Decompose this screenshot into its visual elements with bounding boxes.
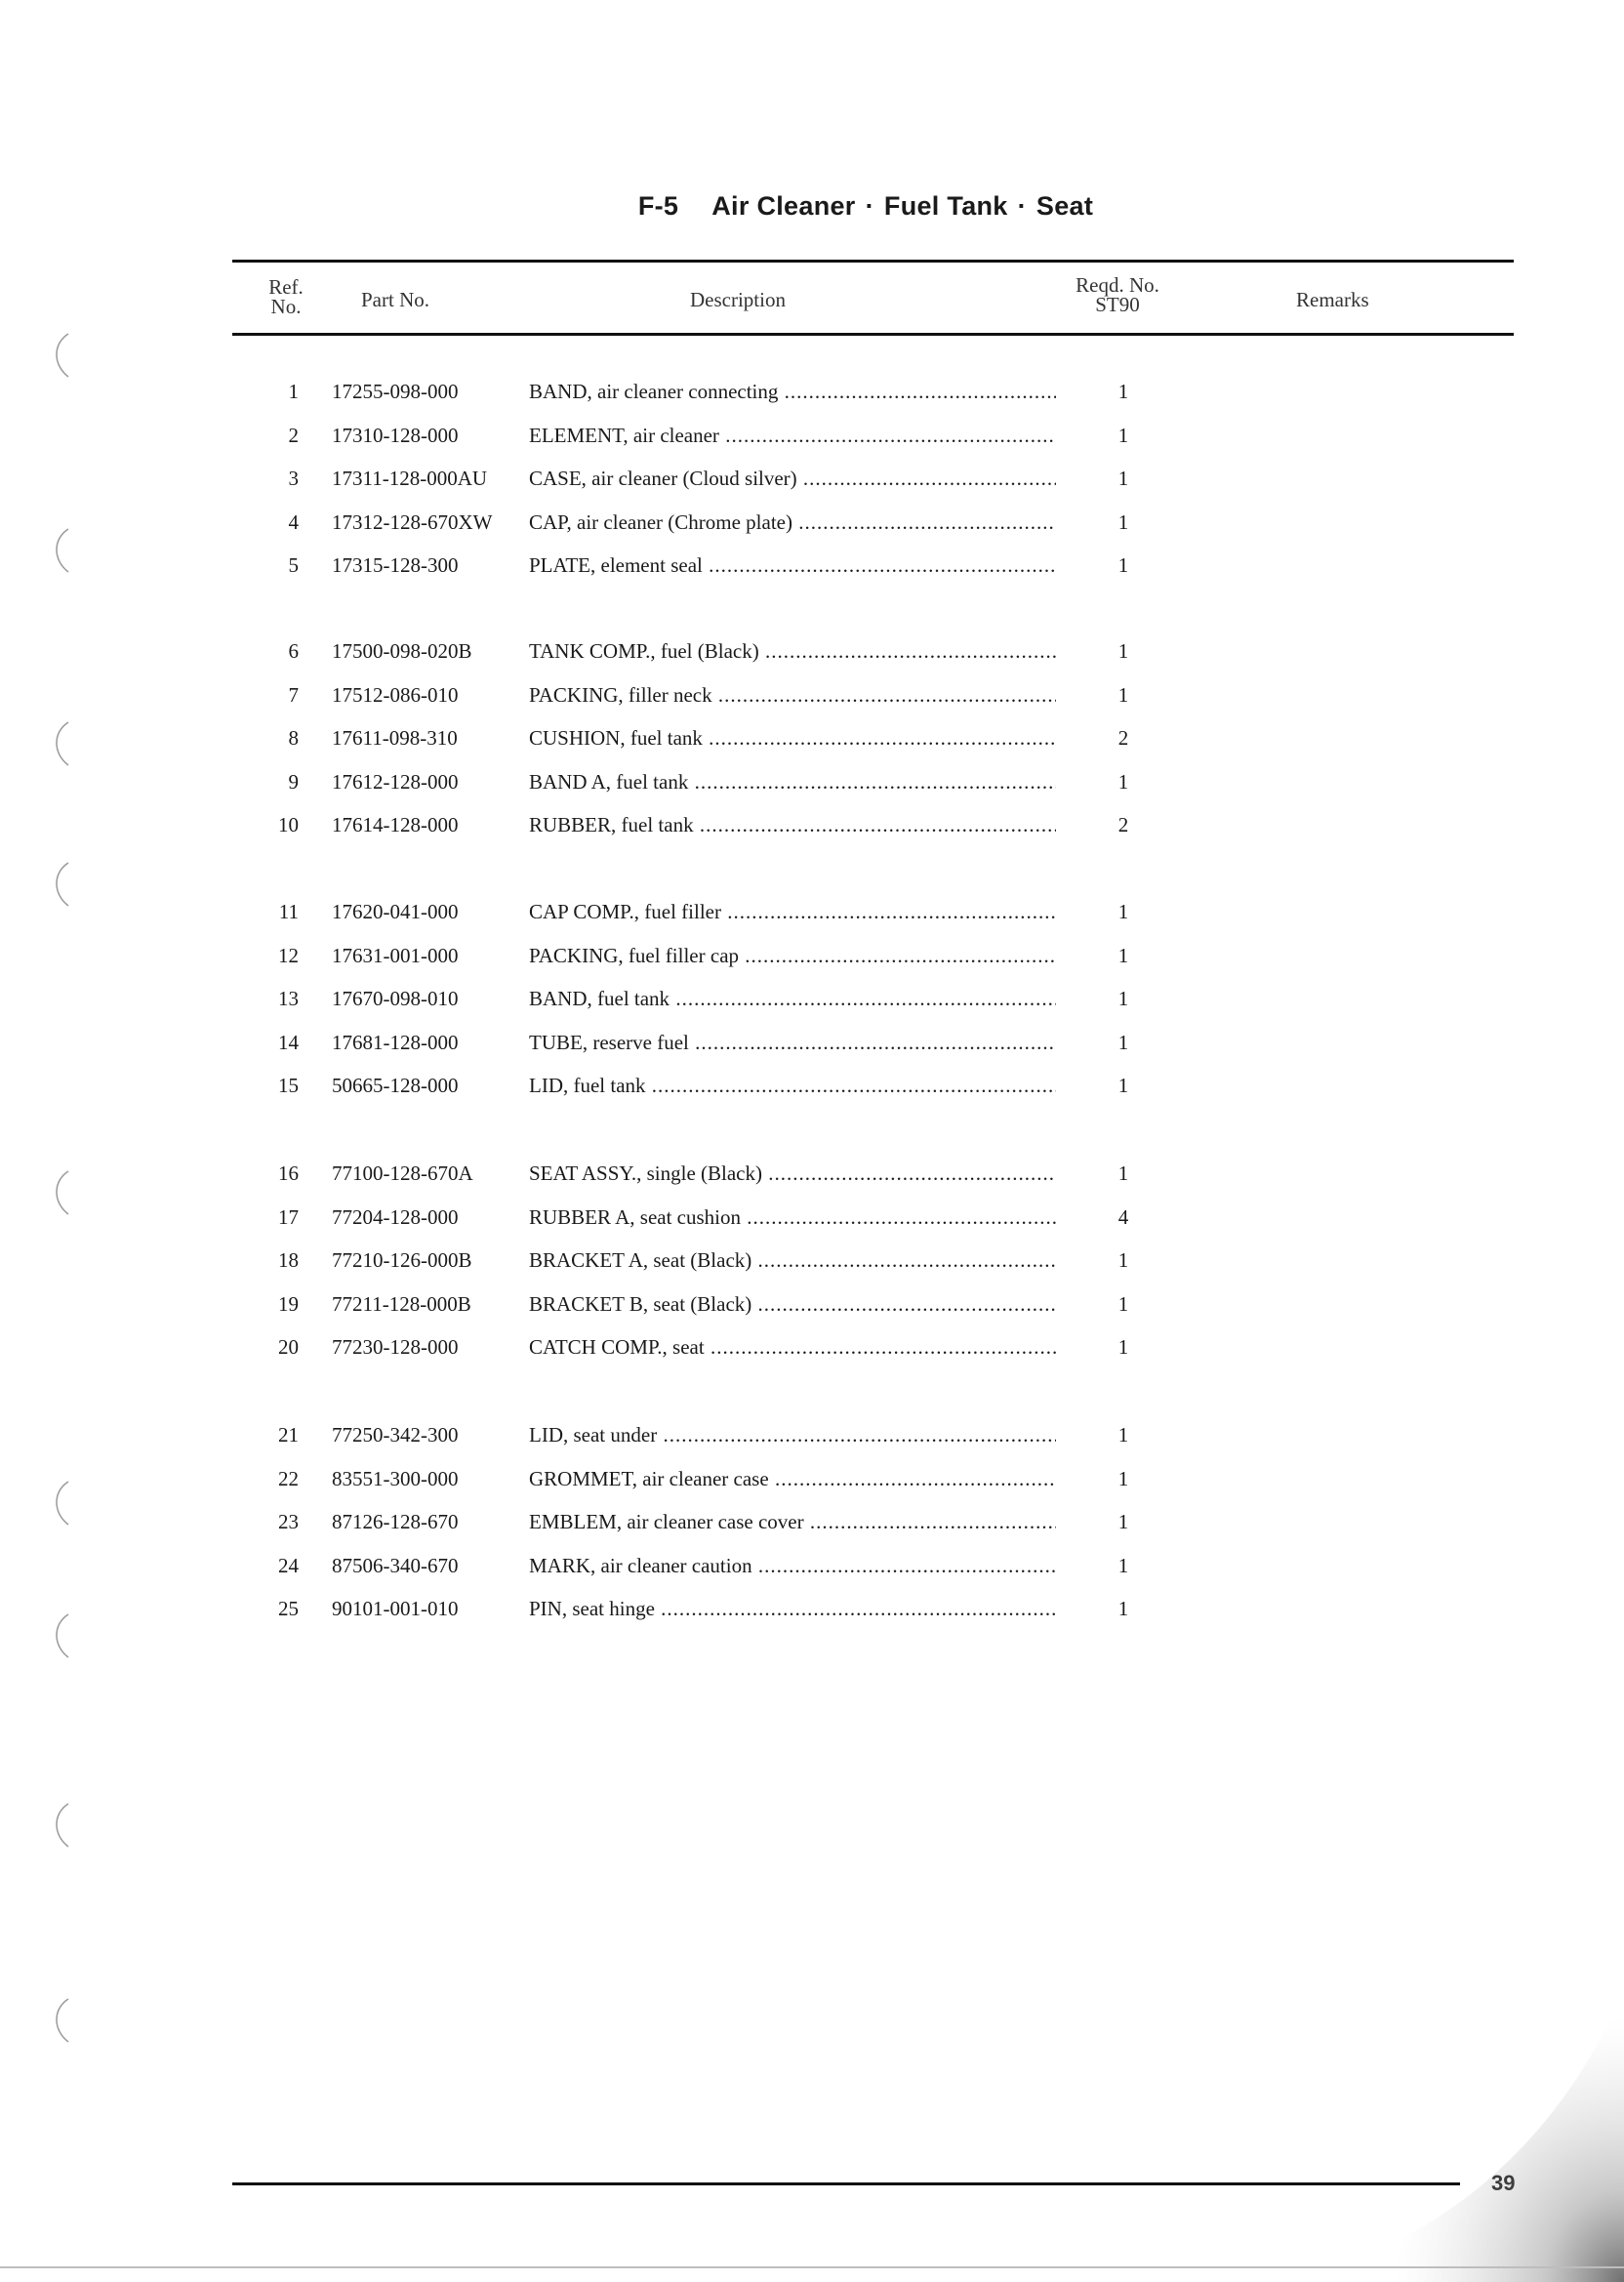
required-quantity: 1 (1117, 467, 1129, 490)
required-quantity: 1 (1117, 1423, 1129, 1447)
required-quantity: 2 (1117, 726, 1129, 750)
part-number: 17631-001-000 (332, 944, 459, 967)
table-row (0, 1335, 1624, 1365)
part-description: BRACKET A, seat (Black) ..... (529, 1248, 1056, 1273)
ref-number: 12 (278, 944, 299, 967)
ref-number: 2 (288, 424, 299, 447)
ref-number: 24 (278, 1554, 299, 1577)
required-quantity: 1 (1117, 1292, 1129, 1316)
table-row (0, 1031, 1624, 1060)
header-ref-line2: No. (270, 295, 302, 318)
ref-number: 19 (278, 1292, 299, 1316)
part-description: PACKING, fuel filler cap ..... (529, 944, 1056, 968)
table-row (0, 770, 1624, 799)
table-row (0, 1074, 1624, 1103)
required-quantity: 1 (1117, 510, 1129, 534)
part-number: 77210-126-000B (332, 1248, 472, 1272)
required-quantity: 1 (1117, 987, 1129, 1010)
part-number: 83551-300-000 (332, 1467, 459, 1490)
part-description: BAND, air cleaner connecting ..... (529, 380, 1056, 404)
part-number: 17312-128-670XW (332, 510, 493, 534)
header-ref-no (262, 277, 310, 316)
part-number: 17310-128-000 (332, 424, 459, 447)
part-number: 77230-128-000 (332, 1335, 459, 1359)
table-row (0, 1292, 1624, 1322)
table-row (0, 1248, 1624, 1278)
part-description: ELEMENT, air cleaner ..... (529, 424, 1056, 448)
header-description: Description (690, 288, 786, 311)
ref-number: 4 (288, 510, 299, 534)
ref-number: 16 (278, 1161, 299, 1185)
table-row (0, 1510, 1624, 1539)
header-reqd-no (1059, 275, 1176, 314)
part-description: EMBLEM, air cleaner case cover ..... (529, 1510, 1056, 1534)
part-number: 77250-342-300 (332, 1423, 459, 1447)
part-number: 77211-128-000B (332, 1292, 471, 1316)
part-description: RUBBER, fuel tank ..... (529, 813, 1056, 837)
part-number: 87506-340-670 (332, 1554, 459, 1577)
ref-number: 22 (278, 1467, 299, 1490)
ref-number: 6 (288, 639, 299, 663)
page-bottom-edge (0, 2266, 1624, 2268)
required-quantity: 1 (1117, 900, 1129, 923)
table-row (0, 683, 1624, 713)
part-description: LID, seat under ..... (529, 1423, 1056, 1447)
part-number: 17315-128-300 (332, 553, 459, 577)
required-quantity: 1 (1117, 1554, 1129, 1577)
part-description: CATCH COMP., seat ..... (529, 1335, 1056, 1360)
part-number: 77204-128-000 (332, 1205, 459, 1229)
part-number: 50665-128-000 (332, 1074, 459, 1097)
part-description: BAND A, fuel tank ..... (529, 770, 1056, 795)
header-remarks: Remarks (1296, 288, 1369, 311)
required-quantity: 1 (1117, 1074, 1129, 1097)
table-row (0, 380, 1624, 409)
part-number: 17612-128-000 (332, 770, 459, 794)
required-quantity: 2 (1117, 813, 1129, 836)
table-row (0, 1161, 1624, 1191)
part-description: CUSHION, fuel tank ..... (529, 726, 1056, 751)
table-row (0, 424, 1624, 453)
required-quantity: 1 (1117, 424, 1129, 447)
part-description: TUBE, reserve fuel ..... (529, 1031, 1056, 1055)
title-part: Air Cleaner (711, 191, 856, 221)
ref-number: 10 (278, 813, 299, 836)
ref-number: 1 (288, 380, 299, 403)
table-row (0, 726, 1624, 755)
required-quantity: 1 (1117, 683, 1129, 707)
header-part-no: Part No. (361, 288, 429, 311)
required-quantity: 1 (1117, 944, 1129, 967)
part-description: PACKING, filler neck ..... (529, 683, 1056, 708)
part-description: BRACKET B, seat (Black) ..... (529, 1292, 1056, 1317)
part-description: BAND, fuel tank ..... (529, 987, 1056, 1011)
section-code: F-5 (637, 191, 679, 221)
required-quantity: 1 (1117, 553, 1129, 577)
binder-hole-mark (47, 1997, 80, 2044)
scan-shadow (1370, 1872, 1624, 2282)
header-reqd-line2: ST90 (1095, 293, 1140, 316)
binder-hole-mark (47, 332, 80, 379)
table-row (0, 1423, 1624, 1452)
table-row (0, 1554, 1624, 1583)
required-quantity: 1 (1117, 1335, 1129, 1359)
table-row (0, 553, 1624, 583)
required-quantity: 1 (1117, 1248, 1129, 1272)
required-quantity: 1 (1117, 1031, 1129, 1054)
ref-number: 11 (278, 900, 299, 923)
title-part: Fuel Tank (883, 191, 1008, 221)
part-description: RUBBER A, seat cushion ..... (529, 1205, 1056, 1230)
required-quantity: 1 (1117, 770, 1129, 794)
ref-number: 13 (278, 987, 299, 1010)
required-quantity: 1 (1117, 1467, 1129, 1490)
ref-number: 15 (278, 1074, 299, 1097)
part-number: 17620-041-000 (332, 900, 459, 923)
table-row (0, 987, 1624, 1016)
required-quantity: 1 (1117, 1161, 1129, 1185)
table-row (0, 639, 1624, 669)
page-title (0, 191, 1624, 222)
required-quantity: 4 (1117, 1205, 1129, 1229)
ref-number: 18 (278, 1248, 299, 1272)
table-row (0, 944, 1624, 973)
binder-hole-mark (47, 1802, 80, 1849)
title-separator: · (1017, 191, 1027, 221)
part-number: 17670-098-010 (332, 987, 459, 1010)
table-row (0, 1467, 1624, 1496)
page-footer-rule (232, 2182, 1460, 2185)
table-row (0, 813, 1624, 842)
part-number: 17611-098-310 (332, 726, 458, 750)
ref-number: 5 (288, 553, 299, 577)
part-number: 77100-128-670A (332, 1161, 473, 1185)
ref-number: 9 (288, 770, 299, 794)
part-number: 17255-098-000 (332, 380, 459, 403)
table-header-rule (232, 333, 1514, 336)
part-description: PLATE, element seal ..... (529, 553, 1056, 578)
part-number: 90101-001-010 (332, 1597, 459, 1620)
part-description: SEAT ASSY., single (Black) ..... (529, 1161, 1056, 1186)
part-description: PIN, seat hinge ..... (529, 1597, 1056, 1621)
part-description: CAP COMP., fuel filler ..... (529, 900, 1056, 924)
ref-number: 20 (278, 1335, 299, 1359)
part-description: GROMMET, air cleaner case ..... (529, 1467, 1056, 1491)
part-number: 17681-128-000 (332, 1031, 459, 1054)
ref-number: 14 (278, 1031, 299, 1054)
part-description: MARK, air cleaner caution ..... (529, 1554, 1056, 1578)
part-number: 87126-128-670 (332, 1510, 459, 1533)
table-row (0, 467, 1624, 496)
part-number: 17614-128-000 (332, 813, 459, 836)
required-quantity: 1 (1117, 1597, 1129, 1620)
part-number: 17512-086-010 (332, 683, 459, 707)
part-number: 17500-098-020B (332, 639, 472, 663)
ref-number: 7 (288, 683, 299, 707)
part-description: TANK COMP., fuel (Black) ..... (529, 639, 1056, 664)
ref-number: 21 (278, 1423, 299, 1447)
table-top-rule (232, 260, 1514, 263)
table-row (0, 1597, 1624, 1626)
table-row (0, 1205, 1624, 1235)
table-row (0, 510, 1624, 540)
required-quantity: 1 (1117, 1510, 1129, 1533)
ref-number: 23 (278, 1510, 299, 1533)
part-description: CASE, air cleaner (Cloud silver) ..... (529, 467, 1056, 491)
required-quantity: 1 (1117, 380, 1129, 403)
required-quantity: 1 (1117, 639, 1129, 663)
part-description: LID, fuel tank ..... (529, 1074, 1056, 1098)
part-description: CAP, air cleaner (Chrome plate) ..... (529, 510, 1056, 535)
ref-number: 25 (278, 1597, 299, 1620)
ref-number: 3 (288, 467, 299, 490)
part-number: 17311-128-000AU (332, 467, 488, 490)
ref-number: 17 (278, 1205, 299, 1229)
header-reqd-line1: Reqd. No. (1076, 273, 1159, 297)
ref-number: 8 (288, 726, 299, 750)
title-part: Seat (1035, 191, 1094, 221)
title-separator: · (865, 191, 874, 221)
table-row (0, 900, 1624, 929)
header-ref-line1: Ref. (268, 275, 304, 299)
